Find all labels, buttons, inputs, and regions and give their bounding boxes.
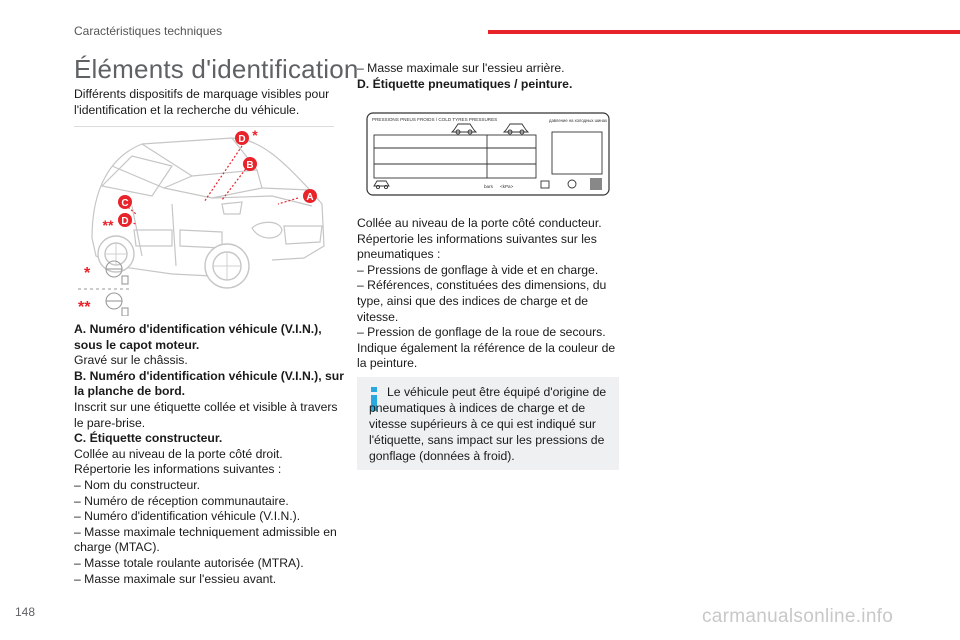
item-c-text1: Collée au niveau de la porte côté droit. (74, 446, 283, 461)
svg-text:A: A (306, 192, 314, 203)
list-item: – Numéro de réception communautaire. (74, 493, 289, 508)
tyre-label-units: bars (484, 184, 493, 189)
item-b-text: Inscrit sur une étiquette collée et visible à travers le pare-brise. (74, 399, 338, 430)
identification-list-left (74, 322, 346, 587)
item-a-text: Gravé sur le châssis. (74, 353, 188, 368)
page-number: 148 (15, 605, 36, 619)
list-item: – Masse maximale sur l'essieu arrière. (357, 61, 565, 75)
tyre-label-units-suffix: <kPa> (500, 184, 514, 189)
item-d-title: D. Étiquette pneumatiques / peinture. (357, 76, 573, 91)
marker-c (118, 195, 132, 209)
identification-list-right-top (357, 61, 619, 92)
tyre-label-header: PRESSIONS PNEUS FROIDS / COLD TYRES PRESSURES (372, 117, 498, 122)
intro-text: Différents dispositifs de marquage visibles pour l'identification et la recherche du véhicule. (74, 87, 330, 117)
list-item: – Pression de gonflage de la roue de secours. (357, 325, 606, 340)
list-item: – Masse maximale techniquement admissible en charge (MTAC). (74, 524, 337, 555)
section-header: Caractéristiques techniques (74, 24, 223, 38)
marker-b (243, 157, 257, 171)
tyre-label-description (357, 216, 619, 372)
list-item: – Numéro d'identification véhicule (V.I.N.). (74, 509, 301, 524)
marker-star-double: ** (102, 217, 114, 233)
list-item: – Pressions de gonflage à vide et en charge. (357, 262, 599, 277)
qr-code-icon (590, 178, 602, 190)
item-d-text3: Indique également la référence de la couleur de la peinture. (357, 340, 616, 371)
legend-star-double: ** (78, 299, 91, 316)
svg-text:D: D (121, 216, 129, 227)
marker-a (303, 189, 317, 203)
svg-text:B: B (246, 160, 254, 171)
item-d-text2: Répertorie les informations suivantes sur les pneumatiques : (357, 231, 597, 262)
svg-text:D: D (238, 134, 246, 145)
marker-d-side (118, 213, 132, 227)
page-title: Éléments d'identification (74, 54, 359, 84)
tyre-pressure-label-figure (366, 112, 610, 196)
marker-d-top (235, 131, 249, 145)
info-note-text: Le véhicule peut être équipé d'origine de pneumatiques à indices de charge et de vitesse supérieurs à ce qui est indiqué sur l'étiquette, sans impact sur les pressions de gonflage (données à froid). (369, 385, 607, 463)
watermark: carmanualsonline.info (702, 606, 894, 627)
list-item: – Masse maximale sur l'essieu avant. (74, 571, 277, 586)
item-b-title: B. Numéro d'identification véhicule (V.I.N.), sur la planche de bord. (74, 368, 344, 399)
info-note (357, 377, 619, 470)
tyre-label-cyrillic: давление на холодных шинах (549, 118, 608, 123)
list-item: – Masse totale roulante autorisée (MTRA). (74, 555, 304, 570)
item-a-title: A. Numéro d'identification véhicule (V.I.N.), sous le capot moteur. (74, 322, 322, 352)
header-accent-bar (488, 30, 960, 34)
legend-star-single: * (84, 265, 91, 282)
item-c-text2: Répertorie les informations suivantes : (74, 462, 282, 477)
item-c-title: C. Étiquette constructeur. (74, 431, 223, 446)
item-d-text1: Collée au niveau de la porte côté conducteur. (357, 216, 602, 230)
svg-text:C: C (121, 198, 129, 209)
list-item: – Nom du constructeur. (74, 477, 200, 492)
car-identification-figure (72, 126, 334, 316)
list-item: – Références, constituées des dimensions, du type, ainsi que des indices de charge et de vitesse. (357, 278, 607, 324)
marker-star-single: * (252, 127, 258, 143)
